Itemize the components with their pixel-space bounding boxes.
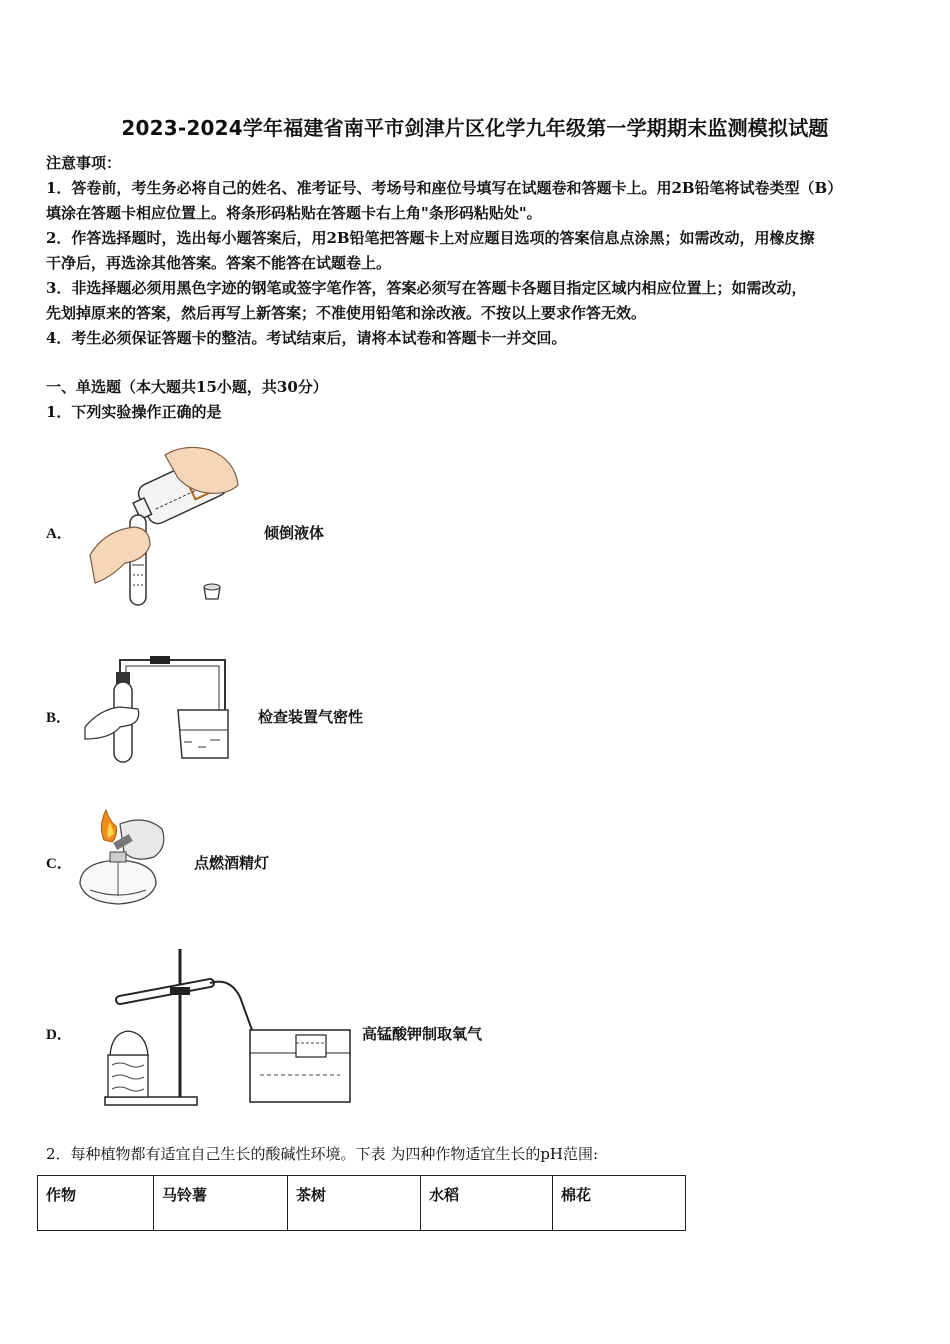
notice-line: 填涂在答题卡相应位置上。将条形码粘贴在答题卡右上角"条形码粘贴处"。 <box>46 204 542 222</box>
option-c-text: 点燃酒精灯 <box>194 854 270 872</box>
notice-line: 先划掉原来的答案，然后再写上新答案；不准使用铅笔和涂改液。不按以上要求作答无效。 <box>46 304 647 322</box>
table-cell: 水稻 <box>421 1176 553 1231</box>
table-cell: 作物 <box>38 1176 154 1231</box>
option-b-text: 检查装置气密性 <box>258 708 364 726</box>
notice-line: 3．非选择题必须用黑色字迹的钢笔或签字笔作答，答案必须写在答题卡各题目指定区域内相应位置上；如需改动， <box>46 279 807 297</box>
page-title: 2023-2024学年福建省南平市剑津片区化学九年级第一学期期末监测模拟试题 <box>121 116 829 140</box>
option-c-letter: C． <box>46 856 72 872</box>
section-heading: 一、单选题（本大题共15小题，共30分） <box>46 378 328 396</box>
notice-line: 4．考生必须保证答题卡的整洁。考试结束后，请将本试卷和答题卡一并交回。 <box>46 329 567 347</box>
alcohol-lamp-illustration <box>70 804 175 912</box>
table-cell: 棉花 <box>553 1176 686 1231</box>
notice-heading: 注意事项： <box>46 154 122 172</box>
notice-line: 2．作答选择题时，选出每小题答案后，用2B铅笔把答题卡上对应题目选项的答案信息点涂黑；如需改动，用橡皮擦 <box>46 229 815 247</box>
question-2-stem: 2．每种植物都有适宜自己生长的酸碱性环境。下表 为四种作物适宜生长的pH范围: <box>46 1145 599 1163</box>
table-cell: 茶树 <box>288 1176 421 1231</box>
airtightness-check-illustration <box>80 652 245 764</box>
notice-line: 干净后，再选涂其他答案。答案不能答在试题卷上。 <box>46 254 392 272</box>
pour-liquid-illustration <box>80 435 250 610</box>
table-row <box>38 1176 686 1231</box>
option-d-text: 高锰酸钾制取氧气 <box>362 1025 483 1043</box>
ph-range-table <box>37 1175 686 1231</box>
option-b-letter: B． <box>46 710 72 726</box>
option-a-letter: A． <box>46 526 72 542</box>
question-1-stem: 1．下列实验操作正确的是 <box>46 403 222 421</box>
table-cell: 马铃薯 <box>154 1176 288 1231</box>
notice-line: 1．答卷前，考生务必将自己的姓名、准考证号、考场号和座位号填写在试题卷和答题卡上。用2B铅笔将试卷类型（B） <box>46 179 843 197</box>
option-d-letter: D． <box>46 1027 72 1043</box>
option-a-text: 倾倒液体 <box>264 524 325 542</box>
oxygen-preparation-illustration <box>100 945 360 1110</box>
